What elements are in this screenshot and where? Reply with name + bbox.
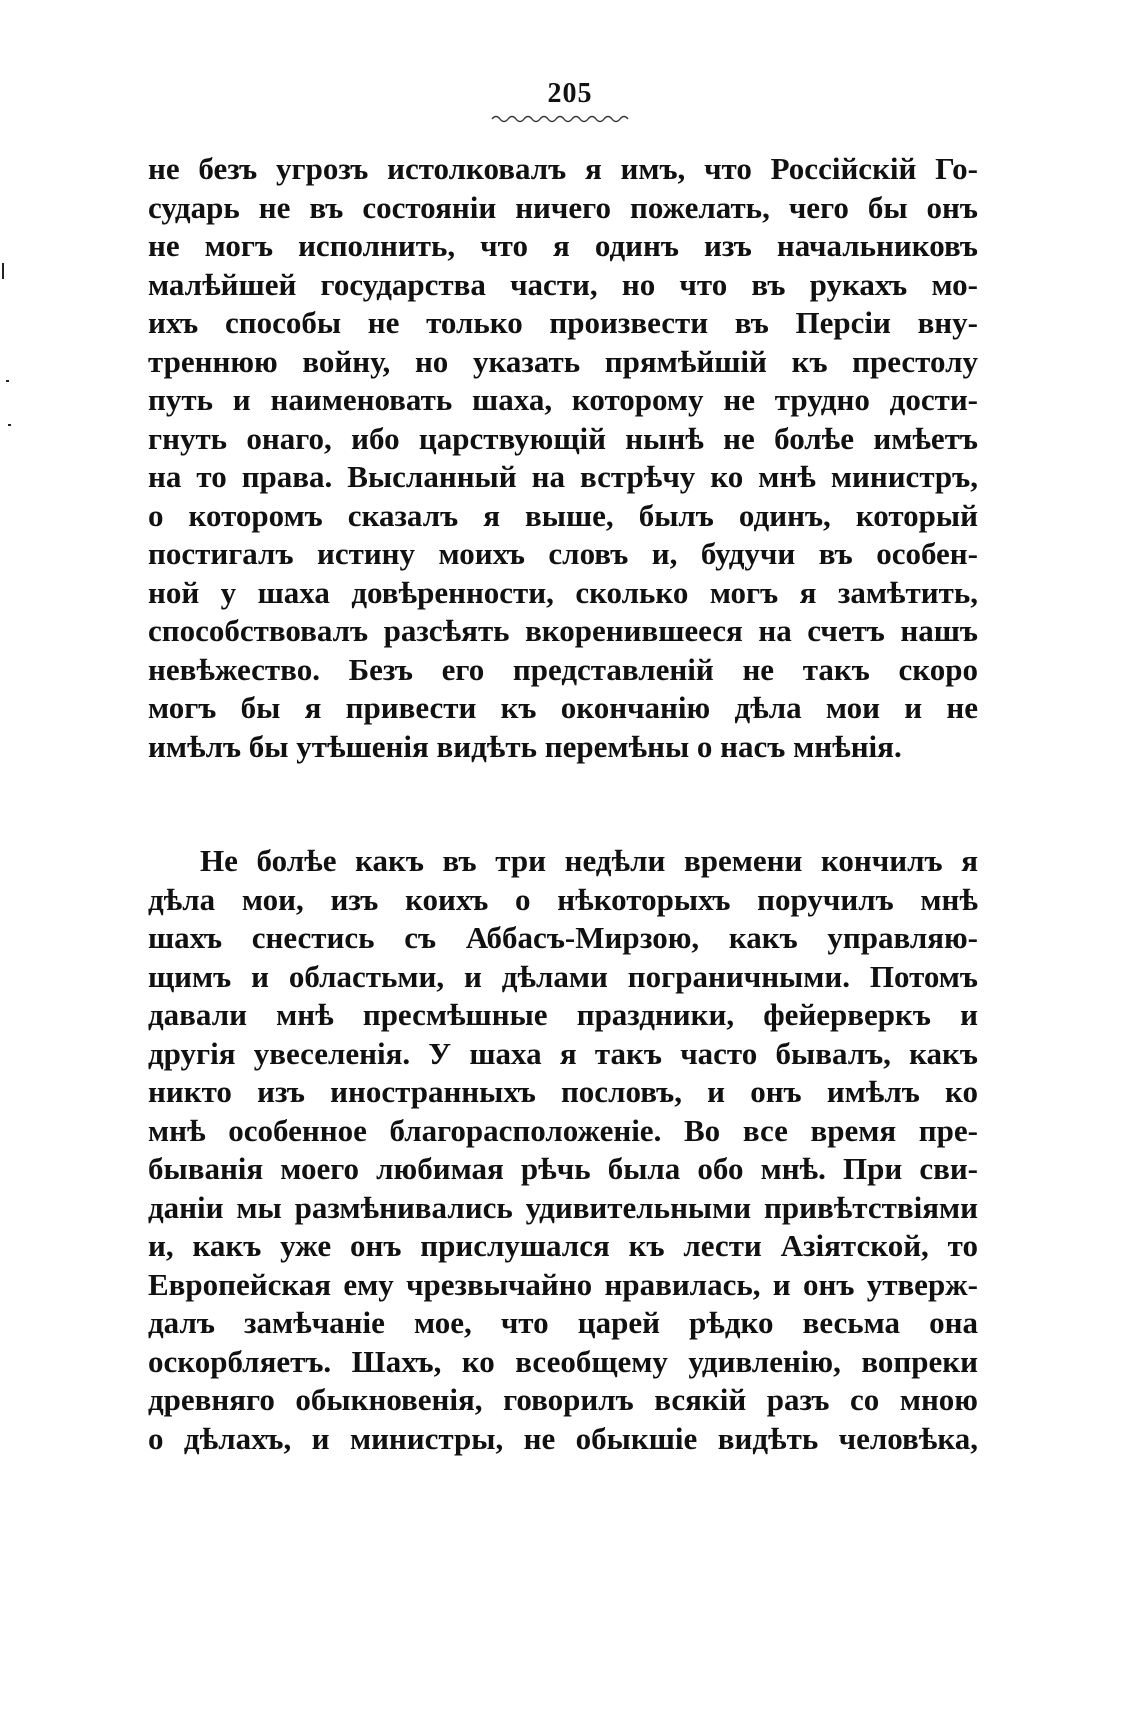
text-line: дѣла мои, изъ коихъ о нѣкоторыхъ поручилъ мнѣ: [148, 881, 978, 917]
text-line: сударь не въ состояніи ничего пожелать, чего бы онъ: [148, 189, 978, 225]
text-line: и, какъ уже онъ прислушался къ лести Азіятской, то: [148, 1228, 978, 1263]
text-line: ихъ способы не только произвести въ Персіи вну-: [148, 305, 978, 340]
text-line: малѣйшей государства части, но что въ рукахъ мо-: [148, 266, 978, 302]
text-line: треннюю войну, но указать прямѣйшій къ престолу: [148, 343, 978, 379]
text-line: могъ бы я привести къ окончанію дѣла мои и не: [148, 690, 978, 725]
margin-mark: [8, 424, 11, 426]
text-line: никто изъ иностранныхъ пословъ, и онъ имѣлъ ко: [148, 1074, 978, 1109]
text-line: быванія моего любимая рѣчь была обо мнѣ. При сви-: [148, 1151, 978, 1186]
text-line: не безъ угрозъ истолковалъ я имъ, что Россійскій Го-: [148, 151, 978, 186]
paragraph-2: [148, 842, 978, 1458]
text-line: Европейская ему чрезвычайно нравилась, и онъ утверж-: [148, 1266, 978, 1302]
text-line: древняго обыкновенія, говорилъ всякій разъ со мною: [148, 1382, 978, 1417]
text-line: давали мнѣ пресмѣшные праздники, фейерверкъ и: [148, 997, 978, 1032]
text-line: путь и наименовать шаха, которому не трудно дости-: [148, 382, 978, 417]
text-line: о которомъ сказалъ я выше, былъ одинъ, который: [148, 497, 978, 533]
wavy-rule-ornament: [490, 112, 630, 126]
paragraph-1: [148, 150, 978, 766]
text-line: не могъ исполнить, что я одинъ изъ начальниковъ: [148, 228, 978, 263]
text-line: Не болѣе какъ въ три недѣли времени кончилъ я: [200, 843, 978, 878]
text-line: оскорбляетъ. Шахъ, ко всеобщему удивленію, вопреки: [148, 1343, 978, 1379]
text-line: невѣжество. Безъ его представленій не такъ скоро: [148, 651, 978, 687]
text-line: постигалъ истину моихъ словъ и, будучи въ особен-: [148, 536, 978, 571]
text-line: ной у шаха довѣренности, сколько могъ я замѣтить,: [148, 574, 978, 610]
text-line: другія увеселенія. У шаха я такъ часто бывалъ, какъ: [148, 1035, 978, 1071]
text-line: имѣлъ бы утѣшенія видѣть перемѣны о насъ мнѣнія.: [148, 728, 902, 764]
text-line: мнѣ особенное благорасположеніе. Во все время пре-: [148, 1112, 978, 1148]
text-line: на то права. Высланный на встрѣчу ко мнѣ министръ,: [148, 459, 978, 494]
text-line: гнуть онаго, ибо царствующій нынѣ не болѣе имѣетъ: [148, 420, 978, 456]
margin-mark: [2, 263, 4, 279]
text-line: далъ замѣчаніе мое, что царей рѣдко весьма она: [148, 1305, 978, 1340]
margin-mark: [6, 380, 9, 382]
text-line: способствовалъ разсѣять вкоренившееся на счетъ нашъ: [148, 613, 978, 648]
text-line: даніи мы размѣнивались удивительными привѣтствіями: [148, 1189, 978, 1225]
text-line: о дѣлахъ, и министры, не обыкшіе видѣть человѣка,: [148, 1420, 978, 1456]
page-number: 205: [547, 78, 593, 109]
text-line: щимъ и областьми, и дѣлами пограничными. Потомъ: [148, 958, 978, 994]
text-line: шахъ снестись съ Аббасъ-Мирзою, какъ управляю-: [148, 920, 978, 955]
